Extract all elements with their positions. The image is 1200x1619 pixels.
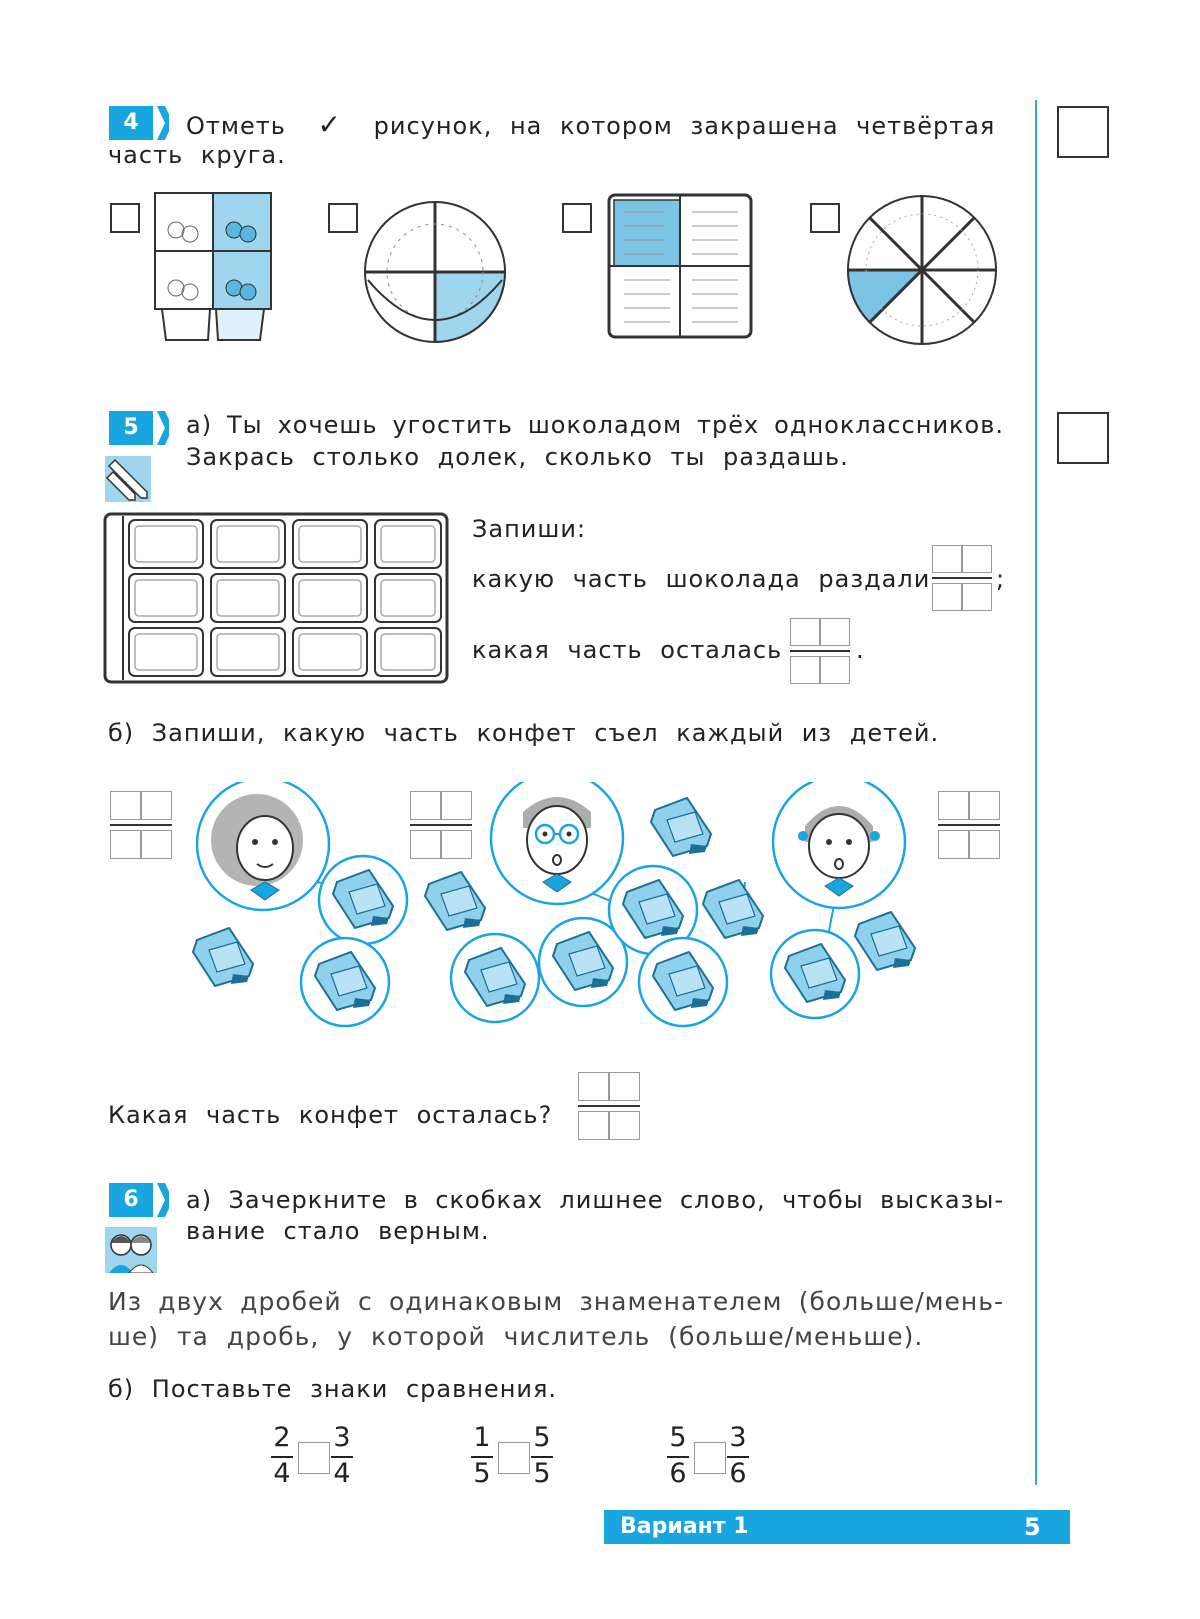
task6-a-line1: а) Зачеркните в скобках лишнее слово, чтобы высказы- bbox=[186, 1186, 1004, 1214]
option-checkbox-4[interactable] bbox=[810, 203, 840, 233]
left-fraction-answer[interactable] bbox=[790, 618, 850, 686]
task-number-badge-4: 4 bbox=[109, 106, 167, 140]
task4-text-b: рисунок, на котором закрашена четвёртая bbox=[373, 112, 996, 140]
cherry-cup-picture bbox=[152, 190, 282, 350]
task5-a-line2: Закрась столько долек, сколько ты раздашь. bbox=[186, 443, 849, 471]
comparison-2: 1 5 5 5 bbox=[470, 1422, 560, 1492]
task4-line1 bbox=[186, 108, 995, 141]
option-checkbox-1[interactable] bbox=[110, 203, 140, 233]
rule-line2: ше) та дробь, у которой числитель (больше/меньше). bbox=[108, 1322, 924, 1351]
remain-fraction-answer[interactable] bbox=[578, 1072, 640, 1142]
given-fraction-answer[interactable] bbox=[932, 545, 992, 613]
comparison-2-sign-box[interactable] bbox=[498, 1442, 530, 1474]
child3-fraction-answer[interactable] bbox=[938, 791, 1000, 861]
task-number-badge-5: 5 bbox=[109, 411, 167, 445]
task6-b-text: б) Поставьте знаки сравнения. bbox=[108, 1375, 558, 1403]
given-label: какую часть шоколада раздали bbox=[472, 565, 931, 593]
footer-bar bbox=[604, 1510, 1070, 1544]
left-label: какая часть осталась bbox=[472, 636, 783, 664]
comparison-1: 2 4 3 4 bbox=[270, 1422, 360, 1492]
round-cake-picture bbox=[360, 190, 510, 350]
left-punct: . bbox=[856, 636, 865, 664]
pair-work-icon bbox=[105, 1227, 157, 1273]
pencils-icon bbox=[105, 456, 151, 502]
page-number: 5 bbox=[1024, 1513, 1041, 1541]
task-number-badge-6: 6 bbox=[109, 1183, 167, 1217]
comparison-3: 5 6 3 6 bbox=[666, 1422, 756, 1492]
write-label: Запиши: bbox=[472, 515, 587, 543]
child1-fraction-answer[interactable] bbox=[110, 791, 172, 861]
margin-line bbox=[1035, 100, 1037, 1485]
chocolate-bar[interactable] bbox=[103, 512, 449, 684]
comparison-3-sign-box[interactable] bbox=[694, 1442, 726, 1474]
task5-a-line1: а) Ты хочешь угостить шоколадом трёх одноклассников. bbox=[186, 411, 1004, 439]
score-box-task5[interactable] bbox=[1057, 412, 1109, 464]
variant-label: Вариант 1 bbox=[620, 1514, 749, 1539]
task5-b-text: б) Запиши, какую часть конфет съел каждый из детей. bbox=[108, 719, 940, 747]
children-candies-illustration bbox=[105, 782, 1005, 1062]
child2-fraction-answer[interactable] bbox=[410, 791, 472, 861]
option-checkbox-2[interactable] bbox=[328, 203, 358, 233]
remain-question: Какая часть конфет осталась? bbox=[108, 1101, 553, 1129]
score-box-task4[interactable] bbox=[1057, 106, 1109, 158]
task6-a-line2: вание стало верным. bbox=[186, 1217, 490, 1245]
comparison-1-sign-box[interactable] bbox=[298, 1442, 330, 1474]
task4-line2: часть круга. bbox=[108, 141, 286, 169]
given-punct: ; bbox=[996, 565, 1006, 593]
pizza-picture bbox=[842, 190, 1002, 350]
rule-line1: Из двух дробей с одинаковым знаменателем (больше/мень- bbox=[108, 1287, 1004, 1316]
check-mark: ✓ bbox=[317, 108, 342, 141]
task4-text-a: Отметь bbox=[186, 112, 286, 140]
option-checkbox-3[interactable] bbox=[562, 203, 592, 233]
waffle-square-picture bbox=[606, 192, 756, 342]
